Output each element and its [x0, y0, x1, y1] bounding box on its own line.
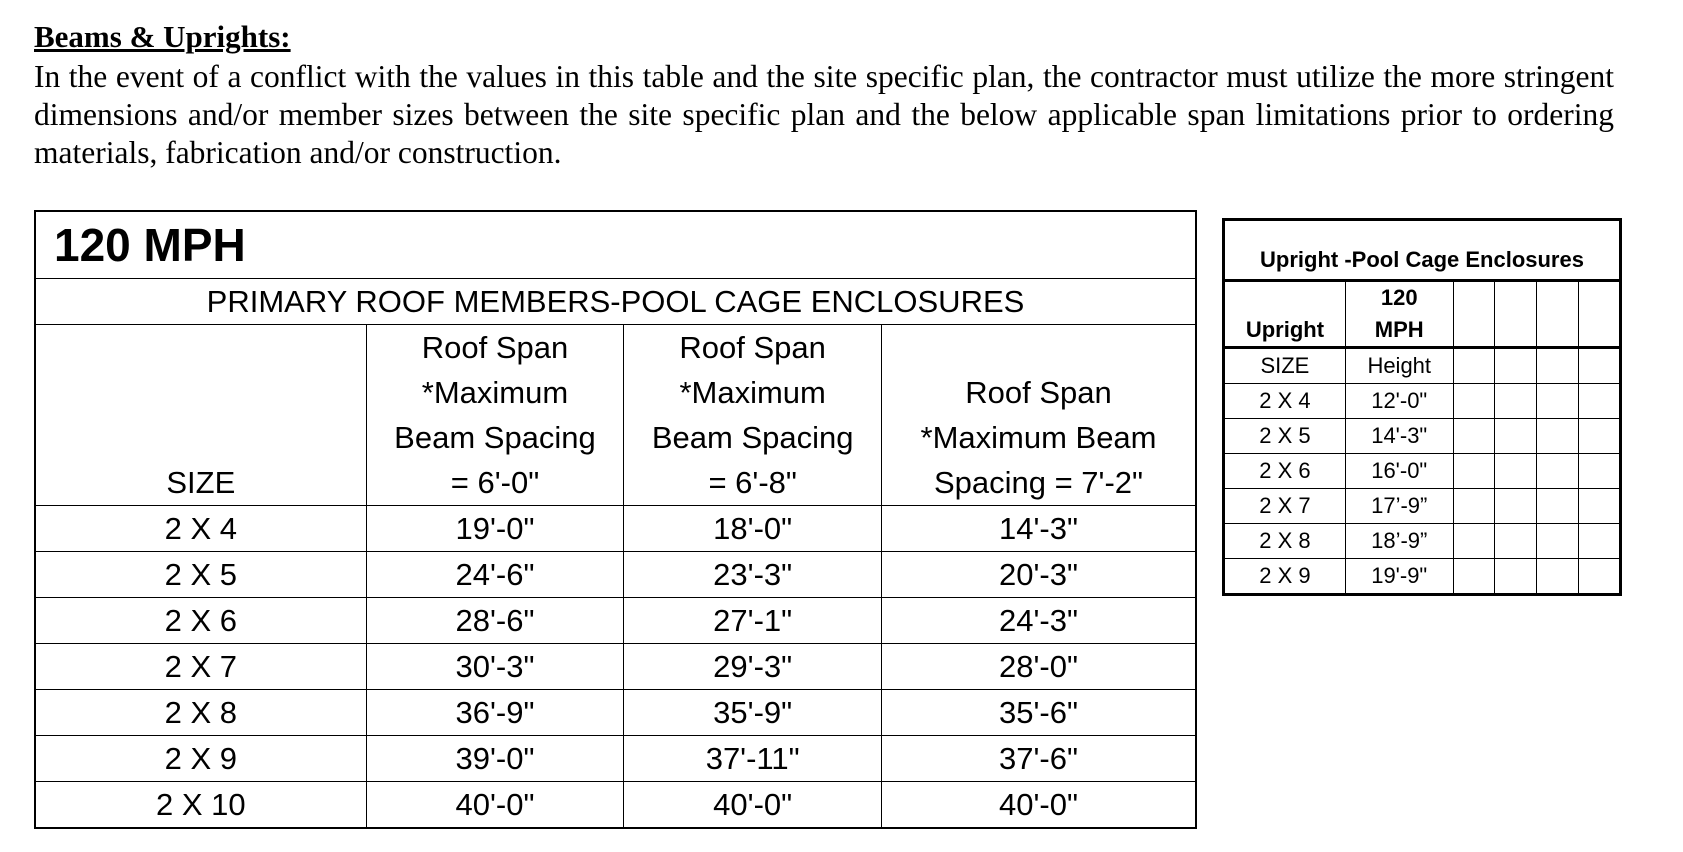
empty-cell	[1537, 281, 1579, 348]
cell-value: 40'-0"	[882, 782, 1197, 829]
cell-value: 18'-0"	[624, 506, 882, 552]
cell-value: 37'-6"	[882, 736, 1197, 782]
cell-value: 30'-3"	[366, 644, 624, 690]
cell-height: 18’-9”	[1345, 524, 1453, 559]
cell-size: 2 X 6	[35, 598, 366, 644]
cell-value: 35'-9"	[624, 690, 882, 736]
header-line: *Maximum Beam	[920, 420, 1157, 455]
header-line: = 6'-8"	[708, 465, 797, 500]
cell-value: 27'-1"	[624, 598, 882, 644]
cell-value: 24'-3"	[882, 598, 1197, 644]
cell-size: 2 X 4	[35, 506, 366, 552]
cell-value: 19'-0"	[366, 506, 624, 552]
table-row	[1224, 454, 1621, 489]
empty-cell	[1453, 419, 1495, 454]
header-line: = 6'-0"	[450, 465, 540, 500]
upright-col-header: Upright	[1224, 281, 1346, 348]
header-line: Beam Spacing	[394, 420, 596, 455]
cell-size: 2 X 6	[1224, 454, 1346, 489]
cell-value: 40'-0"	[624, 782, 882, 829]
header-span-6-8	[624, 325, 882, 506]
cell-value: 37'-11"	[624, 736, 882, 782]
empty-cell	[1579, 384, 1621, 419]
cell-height: 16'-0"	[1345, 454, 1453, 489]
empty-cell	[1537, 454, 1579, 489]
cell-size: 2 X 8	[1224, 524, 1346, 559]
cell-value: 36'-9"	[366, 690, 624, 736]
empty-cell	[1495, 454, 1537, 489]
empty-cell	[1537, 524, 1579, 559]
header-span-7-2	[882, 325, 1197, 506]
upright-height-header: Height	[1345, 348, 1453, 384]
cell-value: 28'-6"	[366, 598, 624, 644]
empty-cell	[1495, 281, 1537, 348]
table-row	[35, 552, 1196, 598]
empty-cell	[1453, 454, 1495, 489]
header-line: *Maximum	[421, 375, 569, 410]
header-line: Roof Span	[421, 330, 569, 365]
table-title: PRIMARY ROOF MEMBERS-POOL CAGE ENCLOSURES	[35, 279, 1196, 325]
cell-height: 19'-9"	[1345, 559, 1453, 595]
upright-mph-header	[1345, 281, 1453, 348]
header-line: Spacing = 7'-2"	[933, 465, 1144, 500]
cell-size: 2 X 7	[35, 644, 366, 690]
empty-cell	[1453, 559, 1495, 595]
table-row	[1224, 419, 1621, 454]
table-row	[35, 690, 1196, 736]
primary-roof-members-table	[34, 210, 1197, 829]
empty-cell	[1537, 348, 1579, 384]
empty-cell	[1537, 419, 1579, 454]
cell-value: 20'-3"	[882, 552, 1197, 598]
empty-cell	[1579, 489, 1621, 524]
cell-value: 40'-0"	[366, 782, 624, 829]
table-row	[35, 736, 1196, 782]
empty-cell	[1495, 559, 1537, 595]
header-line: 120	[1380, 285, 1418, 310]
header-line: MPH	[1374, 317, 1424, 342]
header-line: Roof Span	[679, 330, 826, 365]
upright-subheader-row	[1224, 348, 1621, 384]
empty-cell	[1579, 348, 1621, 384]
header-line: *Maximum	[679, 375, 826, 410]
table-row	[1224, 559, 1621, 595]
table-row	[35, 506, 1196, 552]
empty-cell	[1453, 281, 1495, 348]
empty-cell	[1453, 384, 1495, 419]
cell-size: 2 X 5	[35, 552, 366, 598]
empty-cell	[1579, 454, 1621, 489]
header-line: Roof Span	[965, 375, 1112, 410]
section-heading: Beams & Uprights:	[34, 19, 291, 54]
cell-size: 2 X 10	[35, 782, 366, 829]
table-row	[35, 644, 1196, 690]
table-row	[1224, 384, 1621, 419]
table-row	[1224, 524, 1621, 559]
cell-height: 12'-0"	[1345, 384, 1453, 419]
header-row	[35, 325, 1196, 506]
cell-height: 14'-3"	[1345, 419, 1453, 454]
table-row	[35, 782, 1196, 829]
empty-cell	[1453, 489, 1495, 524]
empty-cell	[1579, 524, 1621, 559]
cell-value: 28'-0"	[882, 644, 1197, 690]
cell-value: 23'-3"	[624, 552, 882, 598]
cell-size: 2 X 4	[1224, 384, 1346, 419]
header-span-6-0	[366, 325, 624, 506]
cell-value: 14'-3"	[882, 506, 1197, 552]
table-row	[35, 598, 1196, 644]
wind-speed-label: 120 MPH	[35, 211, 1196, 279]
empty-cell	[1579, 281, 1621, 348]
header-size: SIZE	[35, 325, 366, 506]
intro-paragraph: In the event of a conflict with the values in this table and the site specific plan, the contractor must utilize the more stringent dimensions and/or member sizes between the site specific plan and the below applicable span limitations prior to ordering materials, fabrication and/or construction.	[34, 59, 1614, 170]
header-line: Beam Spacing	[651, 420, 854, 455]
cell-value: 39'-0"	[366, 736, 624, 782]
empty-cell	[1579, 419, 1621, 454]
upright-header-row	[1224, 281, 1621, 348]
cell-size: 2 X 9	[1224, 559, 1346, 595]
empty-cell	[1495, 489, 1537, 524]
empty-cell	[1495, 419, 1537, 454]
empty-cell	[1579, 559, 1621, 595]
empty-cell	[1453, 524, 1495, 559]
cell-value: 35'-6"	[882, 690, 1197, 736]
upright-table	[1222, 218, 1622, 596]
empty-cell	[1495, 384, 1537, 419]
cell-size: 2 X 7	[1224, 489, 1346, 524]
empty-cell	[1537, 489, 1579, 524]
cell-height: 17’-9”	[1345, 489, 1453, 524]
table-row	[1224, 489, 1621, 524]
empty-cell	[1537, 559, 1579, 595]
empty-cell	[1453, 348, 1495, 384]
cell-value: 29'-3"	[624, 644, 882, 690]
empty-cell	[1495, 348, 1537, 384]
upright-size-header: SIZE	[1224, 348, 1346, 384]
upright-table-title: Upright -Pool Cage Enclosures	[1224, 220, 1621, 281]
cell-size: 2 X 5	[1224, 419, 1346, 454]
cell-size: 2 X 9	[35, 736, 366, 782]
cell-size: 2 X 8	[35, 690, 366, 736]
empty-cell	[1537, 384, 1579, 419]
empty-cell	[1495, 524, 1537, 559]
cell-value: 24'-6"	[366, 552, 624, 598]
